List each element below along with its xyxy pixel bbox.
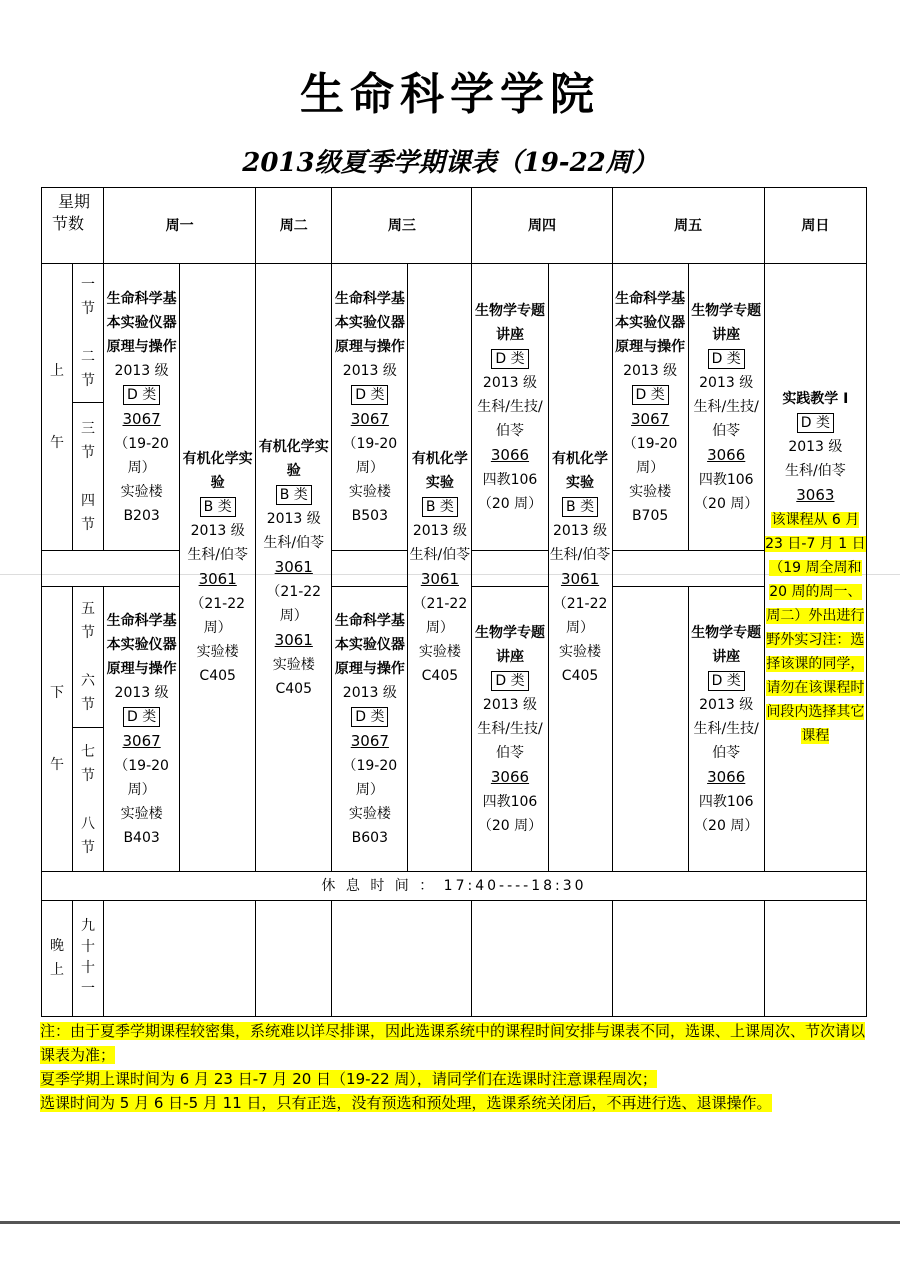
day-header-tue: 周二: [256, 188, 332, 264]
note-line-3: 选课时间为 5 月 6 日-5 月 11 日，只有正选，没有预选和预处理，选课系统关闭后，不再进行选、退课操作。: [40, 1094, 772, 1112]
slot-afternoon: 下 午: [42, 587, 73, 872]
spacer-fri: [612, 551, 764, 587]
schedule-table: [41, 187, 867, 1017]
course-fri-am-2: 生物学专题讲座 D 类 2013 级 生科/生技/伯苓 3066 四教106 （20 周）: [688, 264, 764, 551]
evening-fri: [612, 900, 764, 1016]
evening-sun: [764, 900, 866, 1016]
course-thu-am: 生物学专题讲座 D 类 2013 级 生科/生技/伯苓 3066 四教106 （20 周）: [472, 264, 548, 551]
course-thu-pm: 生物学专题讲座 D 类 2013 级 生科/生技/伯苓 3066 四教106 （20 周）: [472, 587, 548, 872]
period-9-11: 九 十 十 一: [73, 900, 104, 1016]
page-bottom-rule: [0, 1221, 900, 1224]
evening-wed: [332, 900, 472, 1016]
page-title: 生命科学学院: [300, 69, 600, 120]
notes-block: [40, 1019, 870, 1115]
course-fri-am-1: 生命科学基本实验仪器原理与操作 2013 级 D 类 3067 （19-20 周） 实验楼 B705: [612, 264, 688, 551]
evening-mon: [104, 900, 256, 1016]
note-line-2: 夏季学期上课时间为 6 月 23 日-7 月 20 日（19-22 周），请同学们在选课时注意课程周次；: [40, 1070, 657, 1088]
course-mon-am: 生命科学基本实验仪器原理与操作 2013 级 D 类 3067 （19-20 周） 实验楼 B203: [104, 264, 180, 551]
period-5-6: 五 节 六 节: [73, 587, 104, 728]
course-wed-am: 生命科学基本实验仪器原理与操作 2013 级 D 类 3067 （19-20 周） 实验楼 B503: [332, 264, 408, 551]
period-1-2: 一 节 二 节: [73, 264, 104, 403]
corner-weekday: 星期: [58, 192, 91, 211]
day-header-thu: 周四: [472, 188, 612, 264]
page-subtitle: 2013级夏季学期课表（19-22周）: [242, 148, 658, 178]
course-wed-organic: 有机化学实验 B 类 2013 级 生科/伯苓 3061 （21-22 周） 实验楼 C405: [408, 264, 472, 872]
break-time: 休 息 时 间 ： 17:40----18:30: [42, 872, 867, 900]
spacer-thu: [472, 551, 548, 587]
slot-morning: 上 午: [42, 264, 73, 551]
course-tue-organic: 有机化学实验 B 类 2013 级 生科/伯苓 3061 （21-22 周） 3061 实验楼 C405: [256, 264, 332, 872]
day-header-sun: 周日: [764, 188, 866, 264]
evening-tue: [256, 900, 332, 1016]
period-7-8: 七 节 八 节: [73, 727, 104, 872]
slot-evening: 晚 上: [42, 900, 73, 1016]
course-thu-organic: 有机化学实验 B 类 2013 级 生科/伯苓 3061 （21-22 周） 实验楼 C405: [548, 264, 612, 872]
corner-period: 节数: [52, 214, 85, 233]
course-fri-pm-empty: [612, 587, 688, 872]
spacer-wed: [332, 551, 408, 587]
period-3-4: 三 节 四 节: [73, 402, 104, 551]
day-header-wed: 周三: [332, 188, 472, 264]
day-header-mon: 周一: [104, 188, 256, 264]
header-corner: [42, 188, 104, 264]
day-header-fri: 周五: [612, 188, 764, 264]
note-line-1: 注：由于夏季学期课程较密集，系统难以详尽排课，因此选课系统中的课程时间安排与课表不同，选课、上课周次、节次请以课表为准；: [40, 1022, 866, 1064]
spacer-mon: [42, 551, 180, 587]
course-sun: 实践教学 I D 类 2013 级 生科/伯苓 3063 该课程从 6 月 23 日-7 月 1 日（19 周全周和 20 周的周一、周二）外出进行野外实习注：选择该课的同学，请勿在该课程时间段内选择其它课程: [764, 264, 866, 872]
course-mon-organic: 有机化学实验 B 类 2013 级 生科/伯苓 3061 （21-22 周） 实验楼 C405: [180, 264, 256, 872]
course-mon-pm: 生命科学基本实验仪器原理与操作 2013 级 D 类 3067 （19-20 周） 实验楼 B403: [104, 587, 180, 872]
sun-highlight-note: 该课程从 6 月 23 日-7 月 1 日（19 周全周和 20 周的周一、周二）外出进行野外实习注：选择该课的同学，请勿在该课程时间段内选择其它课程: [765, 512, 866, 745]
course-wed-pm: 生命科学基本实验仪器原理与操作 2013 级 D 类 3067 （19-20 周） 实验楼 B603: [332, 587, 408, 872]
course-fri-pm-2: 生物学专题讲座 D 类 2013 级 生科/生技/伯苓 3066 四教106 （20 周）: [688, 587, 764, 872]
evening-thu: [472, 900, 612, 1016]
